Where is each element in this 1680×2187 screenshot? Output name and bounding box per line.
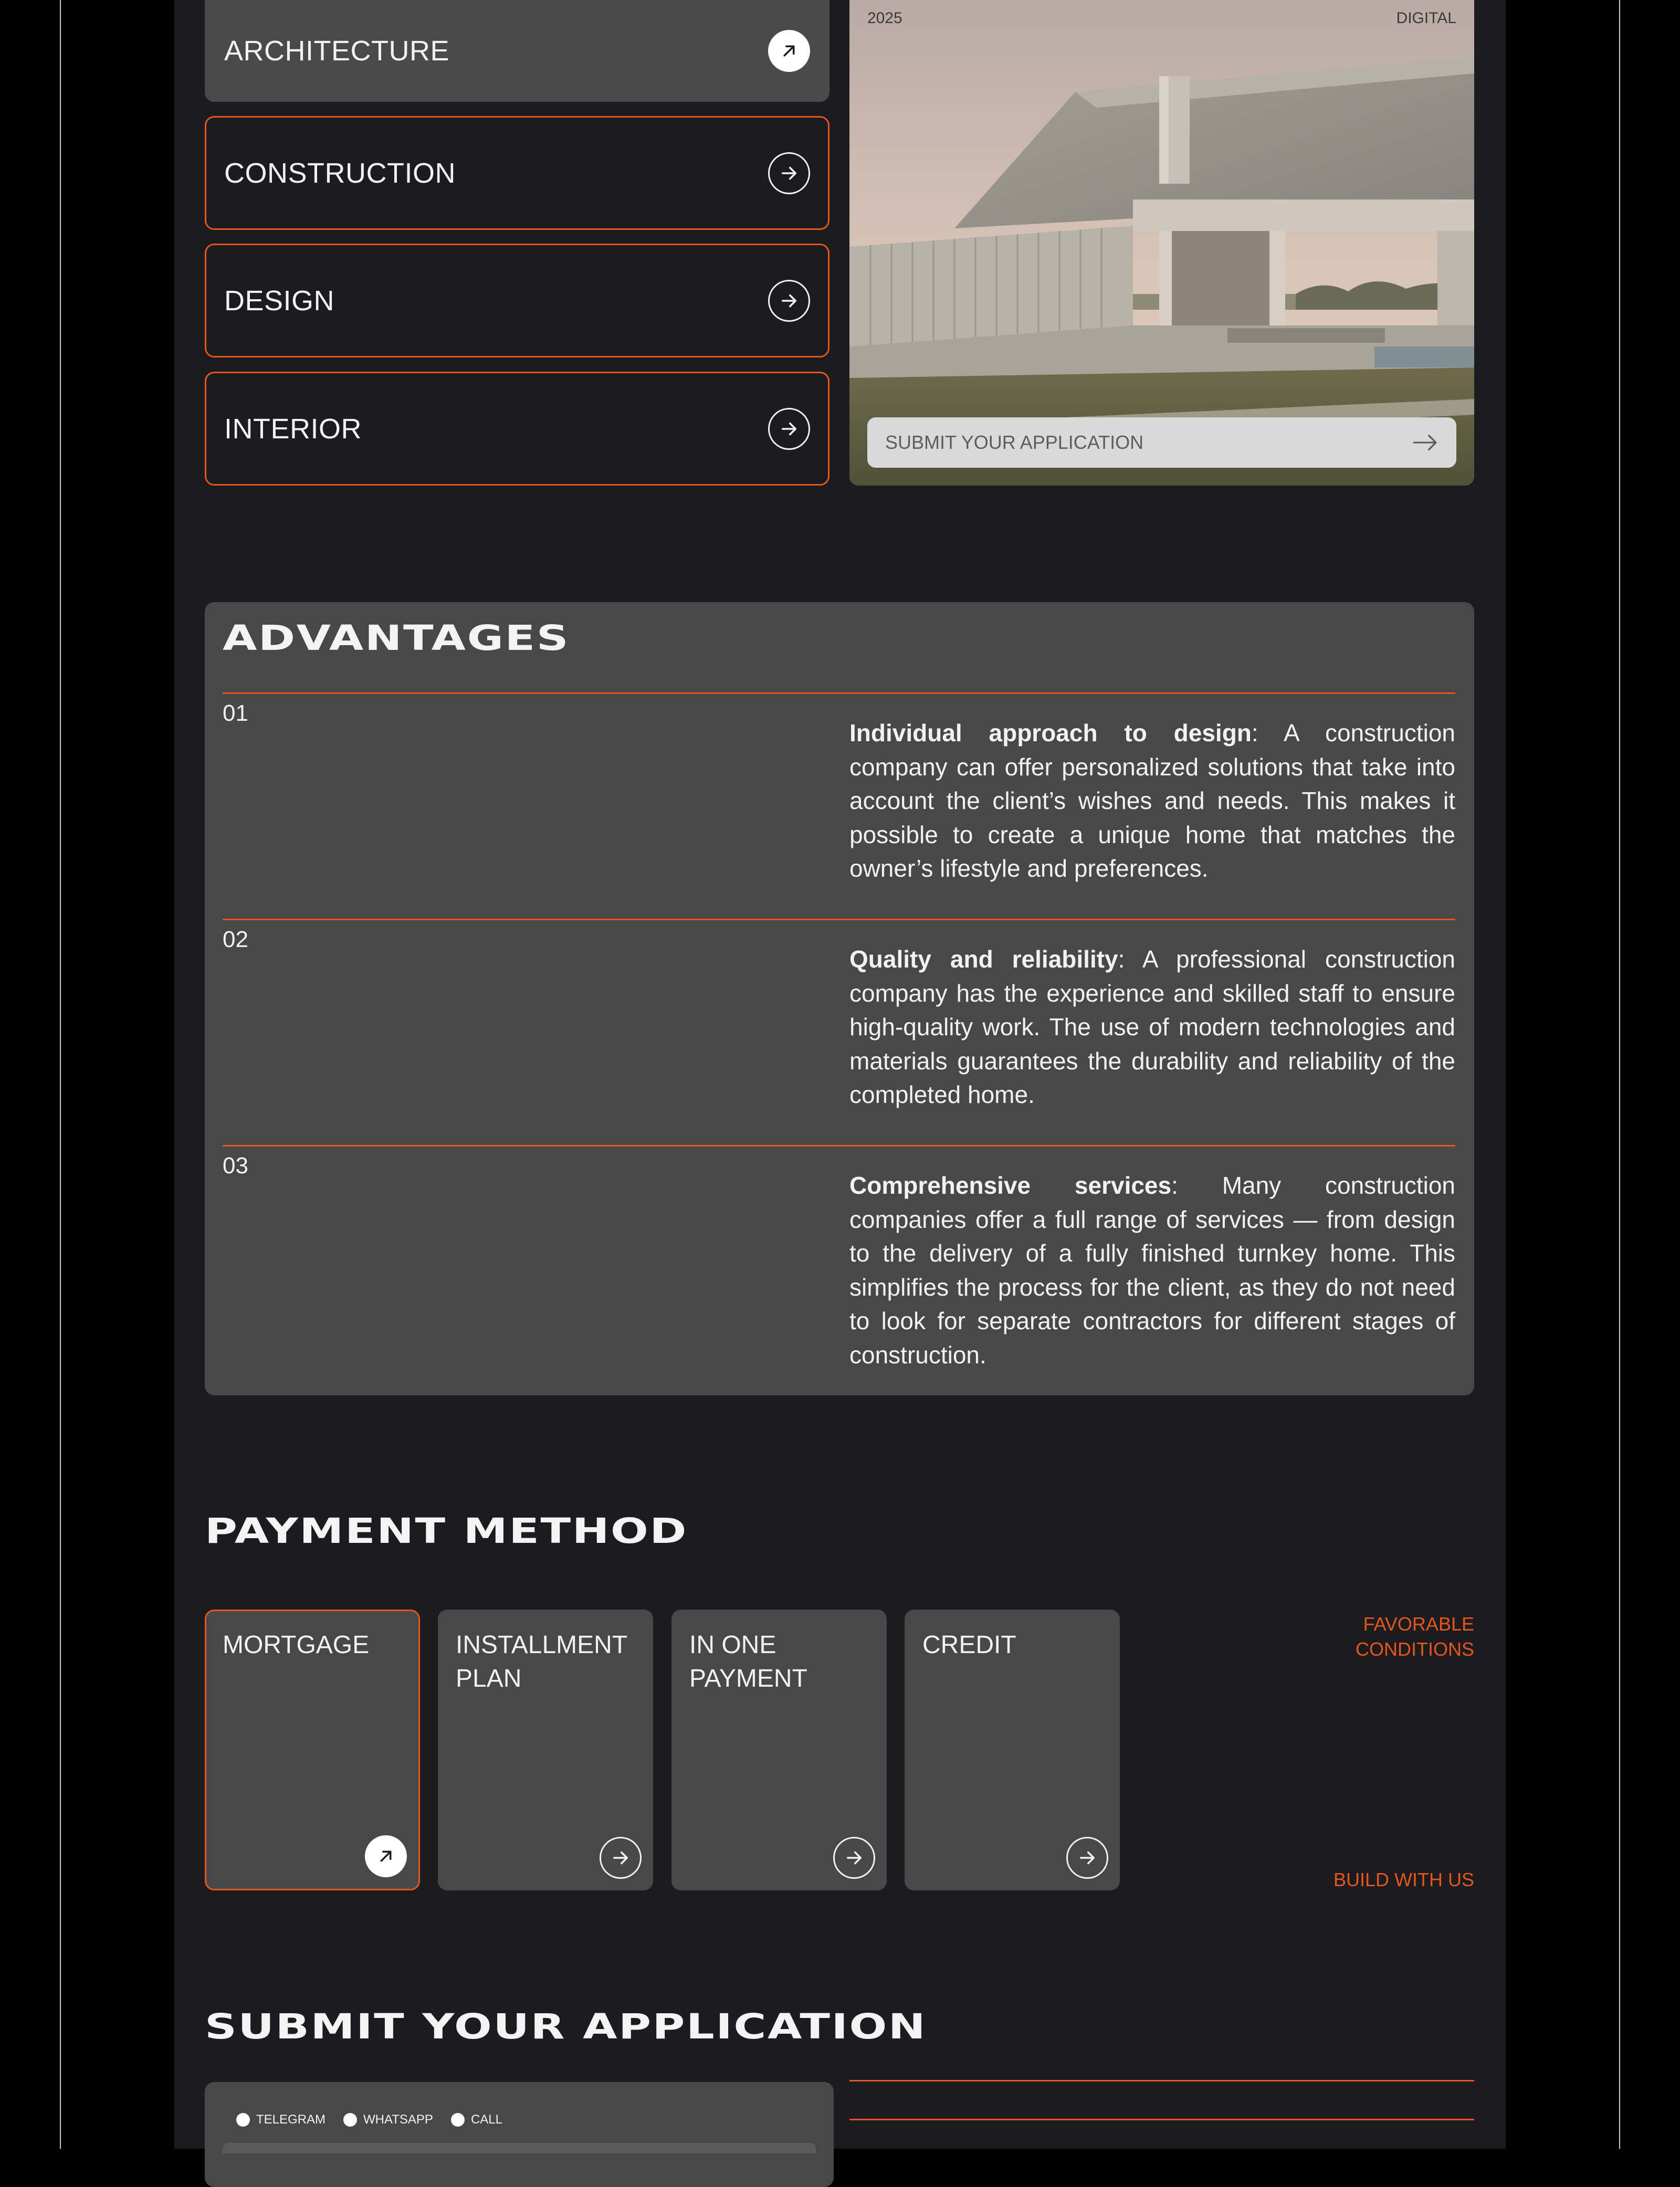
service-item-design[interactable]	[205, 244, 830, 358]
divider-line	[849, 2119, 1474, 2120]
form-input-field[interactable]	[223, 2143, 816, 2153]
service-label: DESIGN	[224, 285, 335, 317]
payment-option-mortgage[interactable]	[205, 1610, 420, 1890]
service-item-construction[interactable]	[205, 116, 830, 230]
frame-line-right	[1619, 0, 1620, 2149]
advantages-panel	[205, 602, 1474, 1395]
advantage-number: 02	[223, 927, 248, 952]
advantage-body: : A professional construction company has the experience and skilled staff to ensure high-quality work. The use of modern technologies and materials guarantees the durability and reliability of the completed home.	[849, 945, 1456, 1108]
service-item-architecture[interactable]	[205, 0, 830, 102]
contact-option-telegram[interactable]	[236, 2112, 326, 2127]
advantage-number: 03	[223, 1153, 248, 1179]
payment-option-credit[interactable]	[905, 1610, 1120, 1890]
hero-image-card	[849, 0, 1474, 486]
arrow-up-right-icon[interactable]	[365, 1835, 407, 1877]
divider-line	[849, 2080, 1474, 2081]
advantage-text	[849, 716, 1455, 886]
contact-option-call[interactable]	[451, 2112, 502, 2127]
payment-option-label: IN ONE PAYMENT	[689, 1631, 807, 1692]
payment-option-label: MORTGAGE	[223, 1631, 370, 1659]
payment-option-installment[interactable]	[438, 1610, 653, 1890]
advantage-body: : A construction company can offer personalized solutions that take into account the client’s wishes and needs. This makes it possible to create a unique home that matches the owner’s lifestyle and preferences.	[849, 719, 1455, 882]
service-label: CONSTRUCTION	[224, 157, 456, 189]
arrow-up-right-icon[interactable]	[768, 30, 810, 72]
payment-option-label: CREDIT	[922, 1631, 1016, 1659]
advantage-row	[223, 919, 1455, 1146]
arrow-right-icon	[1412, 432, 1438, 453]
arrow-right-icon[interactable]	[768, 408, 810, 450]
advantage-number: 01	[223, 700, 248, 726]
hero-tag: DIGITAL	[1396, 9, 1456, 27]
radio-icon[interactable]	[236, 2113, 250, 2127]
contact-option-label: CALL	[470, 2112, 502, 2127]
advantage-row	[223, 1145, 1455, 1378]
submit-application-label: SUBMIT YOUR APPLICATION	[885, 432, 1144, 453]
frame-line-left	[60, 0, 61, 2149]
advantage-text	[849, 942, 1455, 1112]
advantage-heading: Comprehensive services	[849, 1172, 1172, 1199]
arrow-right-icon[interactable]	[1066, 1837, 1108, 1879]
arrow-right-icon[interactable]	[600, 1837, 642, 1879]
submit-application-button[interactable]	[867, 417, 1456, 468]
arrow-right-icon[interactable]	[768, 152, 810, 194]
payment-method-title: PAYMENT METHOD	[205, 1511, 688, 1551]
contact-option-label: TELEGRAM	[256, 2112, 326, 2127]
contact-method-options	[236, 2112, 502, 2127]
payment-option-one-payment[interactable]	[671, 1610, 887, 1890]
arrow-right-icon[interactable]	[833, 1837, 875, 1879]
service-label: ARCHITECTURE	[224, 35, 450, 67]
favorable-conditions-note: FAVORABLE CONDITIONS	[1355, 1613, 1474, 1660]
submit-application-title: SUBMIT YOUR APPLICATION	[205, 2006, 927, 2047]
service-item-interior[interactable]	[205, 372, 830, 486]
service-label: INTERIOR	[224, 413, 362, 445]
payment-option-label: INSTALLMENT PLAN	[456, 1631, 628, 1692]
application-form	[205, 2082, 834, 2187]
advantage-text	[849, 1169, 1455, 1372]
house-photo	[849, 0, 1474, 486]
advantage-heading: Individual approach to design	[849, 719, 1252, 746]
contact-option-label: WHATSAPP	[363, 2112, 433, 2127]
arrow-right-icon[interactable]	[768, 280, 810, 322]
advantage-heading: Quality and reliability	[849, 945, 1118, 973]
build-with-us-note: BUILD WITH US	[1333, 1869, 1474, 1890]
advantage-row	[223, 692, 1455, 920]
contact-option-whatsapp[interactable]	[343, 2112, 433, 2127]
radio-icon[interactable]	[343, 2113, 357, 2127]
advantages-title: ADVANTAGES	[223, 618, 570, 658]
hero-year: 2025	[867, 9, 902, 27]
advantage-body: : Many construction companies offer a full range of services — from design to the delivery of a fully finished turnkey home. This simplifies the process for the client, as they do not need to look for separate contractors for different stages of construction.	[849, 1172, 1456, 1369]
radio-icon[interactable]	[451, 2113, 465, 2127]
